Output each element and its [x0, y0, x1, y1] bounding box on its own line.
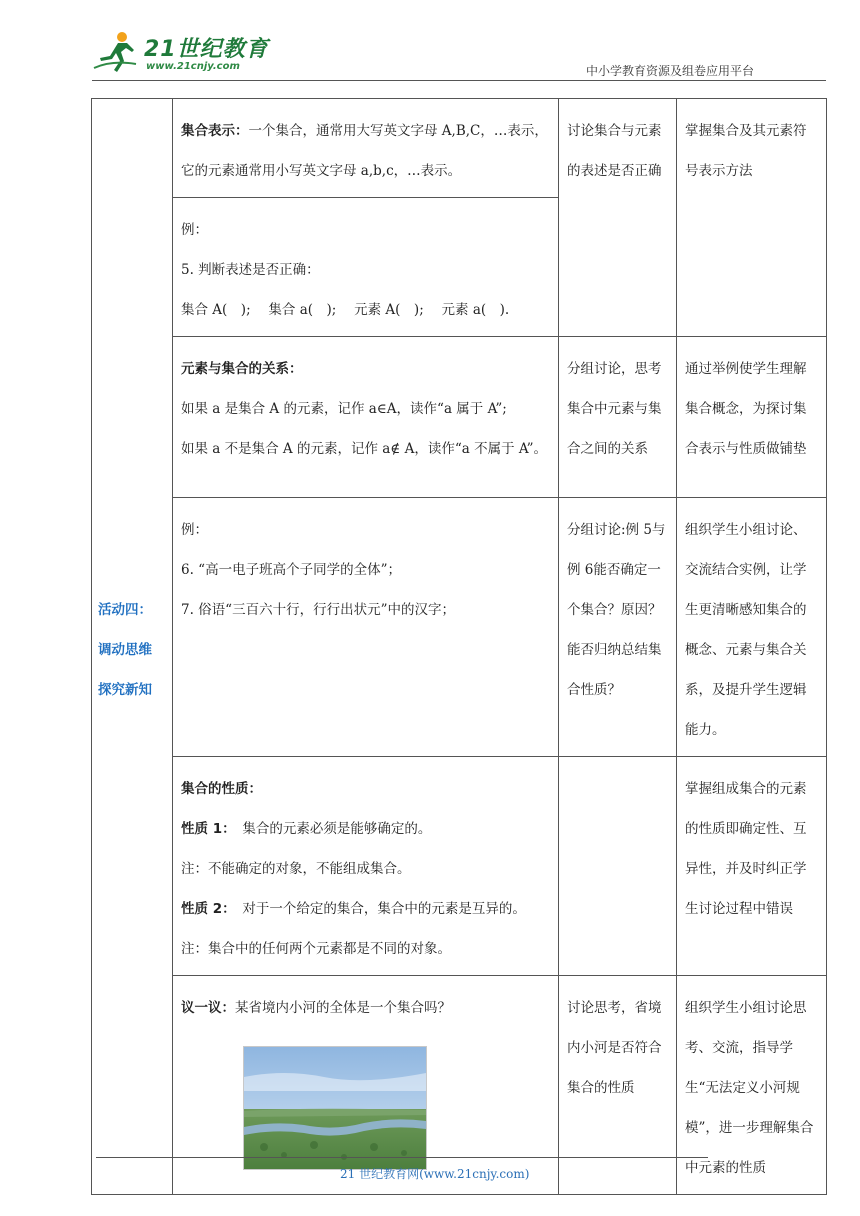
- content-text: 一个集合，通常用大写英文字母 A,B,C，…表示，它的元素通常用小写英文字母 a,b,c，…表示。: [181, 123, 548, 179]
- header-divider: [92, 80, 826, 81]
- content-cell: [173, 757, 559, 976]
- student-activity-cell: 分组讨论:例 5与例 6能否确定一个集合？原因？能否归纳总结集合性质？: [559, 498, 677, 757]
- content-line: 如果 a 是集合 A 的元素，记作 a∈A，读作“a 属于 A”;: [181, 401, 507, 417]
- note-line: 注：集合中的任何两个元素都是不同的对象。: [181, 941, 451, 957]
- design-intent-cell: 组织学生小组讨论、交流结合实例，让学生更清晰感知集合的概念、元素与集合关系，及提升学生逻辑能力。: [677, 498, 827, 757]
- content-line: 如果 a 不是集合 A 的元素，记作 a∉ A，读作“a 不属于 A”。: [181, 441, 548, 457]
- page-header: [92, 28, 826, 80]
- section-title: 集合的性质：: [181, 781, 262, 797]
- runner-logo-icon: [92, 30, 138, 74]
- table-row: [92, 99, 827, 198]
- lesson-plan-table: [91, 98, 827, 1195]
- property-label: 性质 1：: [181, 821, 229, 837]
- section-title: 议一议：: [181, 1000, 235, 1016]
- content-line: 集合 A( ); 集合 a( ); 元素 A( ); 元素 a( ).: [181, 302, 510, 318]
- student-activity-cell: 讨论思考，省境内小河是否符合集合的性质: [559, 976, 677, 1195]
- content-cell: [173, 337, 559, 498]
- table-row: [92, 337, 827, 498]
- student-activity-cell: [559, 757, 677, 976]
- content-cell: [173, 99, 559, 198]
- property-label: 性质 2：: [181, 901, 229, 917]
- content-line: 6. “高一电子班高个子同学的全体”；: [181, 562, 401, 578]
- property-text: 集合的元素必须是能够确定的。: [228, 821, 432, 837]
- design-intent-cell: 掌握集合及其元素符号表示方法: [677, 99, 827, 337]
- section-title: 元素与集合的关系：: [181, 361, 303, 377]
- content-cell: [173, 198, 559, 337]
- content-line: [181, 889, 550, 929]
- content-line: [181, 809, 550, 849]
- student-activity-cell: 分组讨论，思考集合中元素与集合之间的关系: [559, 337, 677, 498]
- activity-label: 探究新知: [98, 681, 152, 698]
- student-activity-cell: 讨论集合与元素的表述是否正确: [559, 99, 677, 337]
- activity-cell: [92, 99, 173, 1195]
- content-cell: [173, 498, 559, 757]
- site-logo[interactable]: [92, 28, 269, 76]
- content-line: 7. 俗语“三百六十行，行行出状元”中的汉字；: [181, 602, 455, 618]
- design-intent-cell: 组织学生小组讨论思考、交流，指导学生“无法定义小河规模”，进一步理解集合中元素的性质: [677, 976, 827, 1195]
- content-text: 某省境内小河的全体是一个集合吗？: [235, 1000, 451, 1016]
- section-title: 集合表示：: [181, 123, 249, 139]
- table-row: [92, 757, 827, 976]
- property-text: 对于一个给定的集合，集合中的元素是互异的。: [228, 901, 526, 917]
- logo-url: www.21cnjy.com: [146, 61, 240, 72]
- content-line: 5. 判断表述是否正确：: [181, 262, 320, 278]
- note-line: 注：不能确定的对象，不能组成集合。: [181, 861, 411, 877]
- landscape-photo-icon: [244, 1047, 426, 1169]
- table-row: [92, 498, 827, 757]
- footer-divider: [96, 1157, 708, 1158]
- table-row: [92, 976, 827, 1195]
- platform-tagline: 中小学教育资源及组卷应用平台: [585, 64, 754, 78]
- content-line: 例：: [181, 222, 208, 238]
- footer-link[interactable]: 21 世纪教育网(www.21cnjy.com): [340, 1167, 530, 1181]
- design-intent-cell: 掌握组成集合的元素的性质即确定性、互异性，并及时纠正学生讨论过程中错误: [677, 757, 827, 976]
- activity-label: 活动四：: [98, 601, 152, 618]
- content-cell: [173, 976, 559, 1195]
- river-landscape-image: [243, 1046, 427, 1170]
- content-line: [181, 988, 550, 1028]
- content-line: 例：: [181, 522, 208, 538]
- logo-name: 21世纪教育: [144, 37, 269, 62]
- activity-label: 调动思维: [98, 641, 152, 658]
- design-intent-cell: 通过举例使学生理解集合概念，为探讨集合表示与性质做铺垫: [677, 337, 827, 498]
